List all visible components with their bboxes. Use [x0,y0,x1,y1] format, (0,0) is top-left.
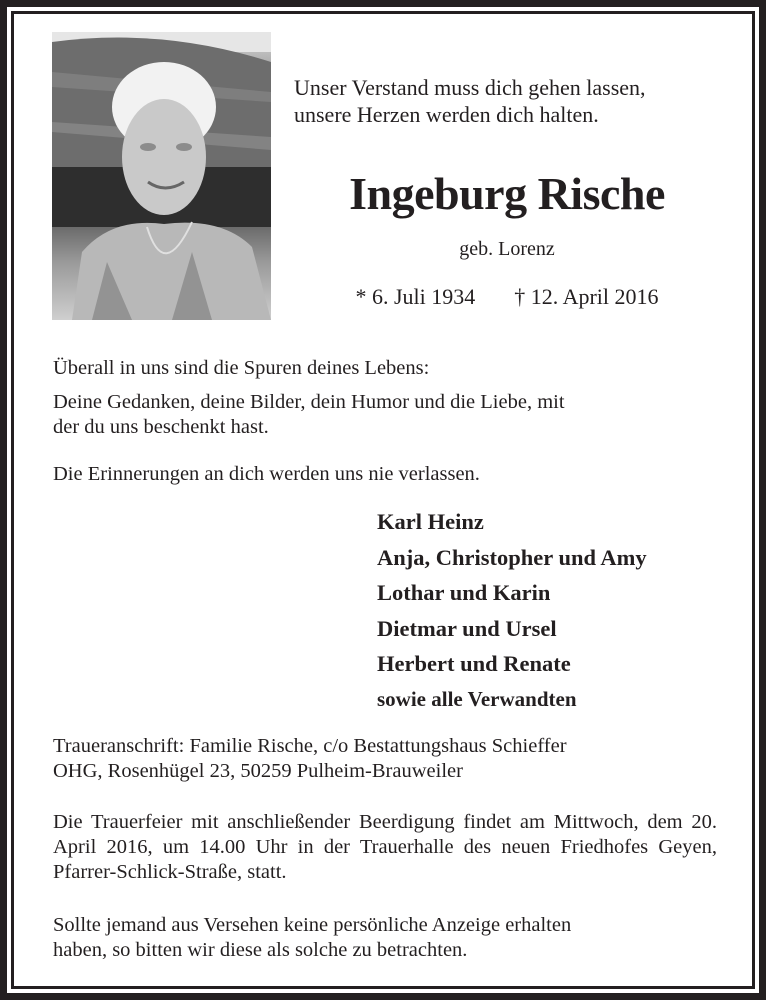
address-line-2: OHG, Rosenhügel 23, 50259 Pulheim-Brauweiler [53,760,463,782]
mourner-entry: Lothar und Karin [377,580,551,605]
closing-note-line-1: Sollte jemand aus Versehen keine persönliche Anzeige erhalten [53,914,572,936]
memorial-text-1: Überall in uns sind die Spuren deines Lebens: [53,357,430,379]
birth-star-icon: * [355,284,367,309]
maiden-name: geb. Lorenz [459,238,555,260]
deceased-name: Ingeburg Rische [349,168,665,219]
memorial-text-3: Die Erinnerungen an dich werden uns nie verlassen. [53,463,480,485]
birth-date: 6. Juli 1934 [371,284,476,309]
mourner-entry: Anja, Christopher und Amy [377,544,647,570]
mourners-list [377,504,737,717]
motto-quote [294,74,724,128]
death-date: 12. April 2016 [530,284,659,309]
mourner-entry: Herbert und Renate [377,651,571,676]
address-line-1: Traueranschrift: Familie Rische, c/o Bestattungshaus Schieffer [53,735,567,757]
life-dates [290,283,724,311]
motto-line-1: Unser Verstand muss dich gehen lassen, [294,75,646,100]
portrait-photo [52,32,271,320]
memorial-text-2 [53,390,713,440]
mourner-relatives: sowie alle Verwandten [377,686,577,711]
motto-line-2: unsere Herzen werden dich halten. [294,102,599,127]
portrait-icon [52,32,271,320]
memorial-text-2-line-2: der du uns beschenkt hast. [53,416,269,438]
mourner-entry: Dietmar und Ursel [377,615,557,641]
mourning-address [53,734,723,784]
mourner-entry: Karl Heinz [377,509,484,534]
closing-note-line-2: haben, so bitten wir diese als solche zu betrachten. [53,939,468,961]
death-cross-icon: † [514,284,526,309]
closing-note [53,913,717,963]
memorial-text-2-line-1: Deine Gedanken, deine Bilder, dein Humor und die Liebe, mit [53,391,565,413]
funeral-service-info: Die Trauerfeier mit anschließender Beerdigung findet am Mittwoch, dem 20. April 2016, um 14.00 Uhr in der Trauerhalle des neuen Friedhofes Geyen, Pfarrer-Schlick-Straße, statt. [53,811,717,883]
